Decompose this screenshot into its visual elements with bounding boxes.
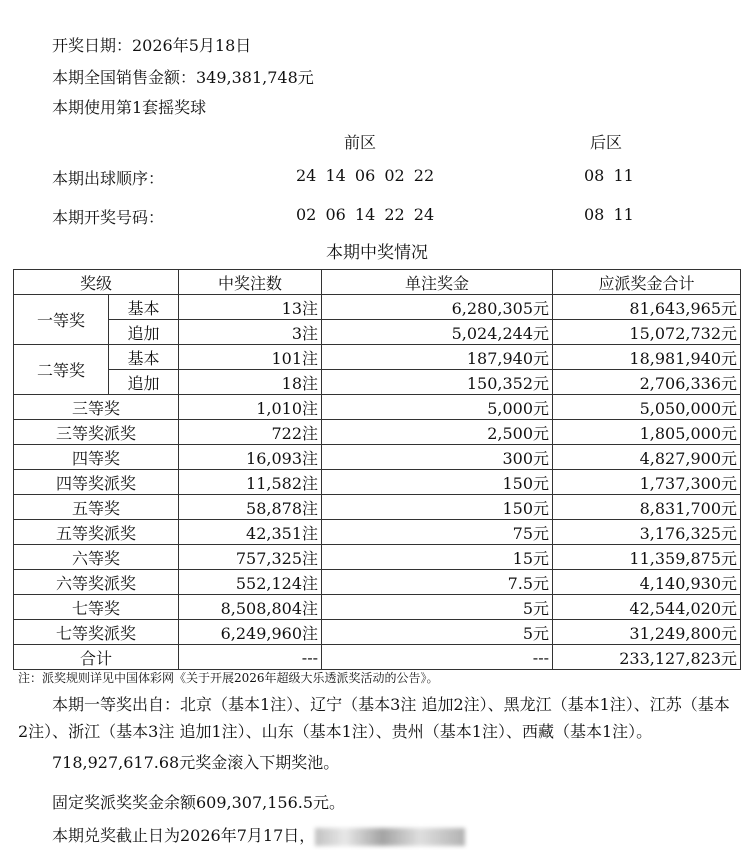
result-back: 08 11 bbox=[584, 205, 634, 224]
total-cell: 11,359,875元 bbox=[553, 545, 741, 570]
sales-amount: 本期全国销售金额：349,381,748元 bbox=[52, 68, 314, 87]
result-front: 02 06 14 22 24 bbox=[296, 205, 435, 224]
draw-order-back: 08 11 bbox=[584, 166, 634, 185]
back-zone-heading: 后区 bbox=[589, 133, 622, 152]
amount-cell: 150,352元 bbox=[322, 370, 553, 395]
header-tier: 奖级 bbox=[14, 270, 179, 295]
count-cell: 8,508,804注 bbox=[179, 595, 322, 620]
count-cell: 1,010注 bbox=[179, 395, 322, 420]
total-cell: 1,805,000元 bbox=[553, 420, 741, 445]
count-cell: 3注 bbox=[179, 320, 322, 345]
first-prize-locations: 本期一等奖出自：北京（基本1注）、辽宁（基本3注 追加2注）、黑龙江（基本1注）、江苏（基本2注）、浙江（基本3注 追加1注）、山东（基本1注）、贵州（基本1注）、西藏（基本1注）。 bbox=[18, 695, 730, 741]
count-cell: 58,878注 bbox=[179, 495, 322, 520]
amount-cell: 150元 bbox=[322, 495, 553, 520]
header-total: 应派奖金合计 bbox=[553, 270, 741, 295]
total-cell: 4,140,930元 bbox=[553, 570, 741, 595]
table-row bbox=[14, 370, 741, 395]
count-cell: 722注 bbox=[179, 420, 322, 445]
count-cell: 11,582注 bbox=[179, 470, 322, 495]
count-cell: 757,325注 bbox=[179, 545, 322, 570]
table-row bbox=[14, 470, 741, 495]
tier-second: 二等奖 bbox=[14, 345, 109, 395]
sub-tier: 基本 bbox=[109, 295, 179, 320]
table-row bbox=[14, 495, 741, 520]
deadline-text: 本期兑奖截止日为2026年7月17日， bbox=[52, 826, 316, 845]
table-sum-row bbox=[14, 645, 741, 670]
redeem-deadline bbox=[52, 822, 754, 849]
count-cell: 6,249,960注 bbox=[179, 620, 322, 645]
tier-cell: 五等奖 bbox=[14, 495, 179, 520]
total-cell: 1,737,300元 bbox=[553, 470, 741, 495]
fixed-prize-balance: 固定奖派奖奖金余额609,307,156.5元。 bbox=[52, 793, 346, 812]
total-cell: 31,249,800元 bbox=[553, 620, 741, 645]
tier-cell: 七等奖派奖 bbox=[14, 620, 179, 645]
tier-cell: 五等奖派奖 bbox=[14, 520, 179, 545]
count-cell: 552,124注 bbox=[179, 570, 322, 595]
table-row bbox=[14, 295, 741, 320]
prize-table bbox=[13, 269, 741, 670]
amount-cell: 5,000元 bbox=[322, 395, 553, 420]
sum-amount: --- bbox=[322, 645, 553, 670]
count-cell: 42,351注 bbox=[179, 520, 322, 545]
ball-set: 本期使用第1套摇奖球 bbox=[52, 98, 207, 117]
sub-tier: 追加 bbox=[109, 320, 179, 345]
total-cell: 8,831,700元 bbox=[553, 495, 741, 520]
tier-cell: 六等奖派奖 bbox=[14, 570, 179, 595]
amount-cell: 5元 bbox=[322, 595, 553, 620]
count-cell: 13注 bbox=[179, 295, 322, 320]
sum-count: --- bbox=[179, 645, 322, 670]
result-label: 本期开奖号码： bbox=[52, 208, 165, 227]
sum-total: 233,127,823元 bbox=[553, 645, 741, 670]
blurred-region bbox=[315, 828, 465, 846]
amount-cell: 300元 bbox=[322, 445, 553, 470]
table-row bbox=[14, 595, 741, 620]
total-cell: 18,981,940元 bbox=[553, 345, 741, 370]
table-row bbox=[14, 545, 741, 570]
tier-cell: 四等奖派奖 bbox=[14, 470, 179, 495]
table-row bbox=[14, 570, 741, 595]
draw-order-front: 24 14 06 02 22 bbox=[296, 166, 435, 185]
tier-cell: 七等奖 bbox=[14, 595, 179, 620]
count-cell: 101注 bbox=[179, 345, 322, 370]
total-cell: 4,827,900元 bbox=[553, 445, 741, 470]
tier-cell: 四等奖 bbox=[14, 445, 179, 470]
section-title: 本期中奖情况 bbox=[326, 243, 428, 263]
amount-cell: 187,940元 bbox=[322, 345, 553, 370]
total-cell: 42,544,020元 bbox=[553, 595, 741, 620]
amount-cell: 5,024,244元 bbox=[322, 320, 553, 345]
tier-first: 一等奖 bbox=[14, 295, 109, 345]
count-cell: 16,093注 bbox=[179, 445, 322, 470]
tier-cell: 三等奖派奖 bbox=[14, 420, 179, 445]
table-row bbox=[14, 345, 741, 370]
amount-cell: 6,280,305元 bbox=[322, 295, 553, 320]
table-row bbox=[14, 620, 741, 645]
total-cell: 2,706,336元 bbox=[553, 370, 741, 395]
count-cell: 18注 bbox=[179, 370, 322, 395]
amount-cell: 5元 bbox=[322, 620, 553, 645]
sum-label: 合计 bbox=[14, 645, 179, 670]
amount-cell: 7.5元 bbox=[322, 570, 553, 595]
amount-cell: 150元 bbox=[322, 470, 553, 495]
header-count: 中奖注数 bbox=[179, 270, 322, 295]
amount-cell: 15元 bbox=[322, 545, 553, 570]
front-zone-heading: 前区 bbox=[343, 133, 376, 152]
amount-cell: 75元 bbox=[322, 520, 553, 545]
table-row bbox=[14, 520, 741, 545]
draw-date: 开奖日期：2026年5月18日 bbox=[52, 36, 252, 55]
tier-cell: 三等奖 bbox=[14, 395, 179, 420]
sub-tier: 追加 bbox=[109, 370, 179, 395]
total-cell: 81,643,965元 bbox=[553, 295, 741, 320]
table-row bbox=[14, 420, 741, 445]
total-cell: 5,050,000元 bbox=[553, 395, 741, 420]
table-header-row bbox=[14, 270, 741, 295]
table-row bbox=[14, 320, 741, 345]
jackpot-rollover: 718,927,617.68元奖金滚入下期奖池。 bbox=[52, 753, 340, 772]
table-row bbox=[14, 395, 741, 420]
amount-cell: 2,500元 bbox=[322, 420, 553, 445]
total-cell: 15,072,732元 bbox=[553, 320, 741, 345]
tier-cell: 六等奖 bbox=[14, 545, 179, 570]
total-cell: 3,176,325元 bbox=[553, 520, 741, 545]
table-row bbox=[14, 445, 741, 470]
sub-tier: 基本 bbox=[109, 345, 179, 370]
footnote: 注：派奖规则详见中国体彩网《关于开展2026年超级大乐透派奖活动的公告》。 bbox=[18, 671, 439, 685]
draw-order-label: 本期出球顺序： bbox=[52, 169, 165, 188]
header-amount: 单注奖金 bbox=[322, 270, 553, 295]
